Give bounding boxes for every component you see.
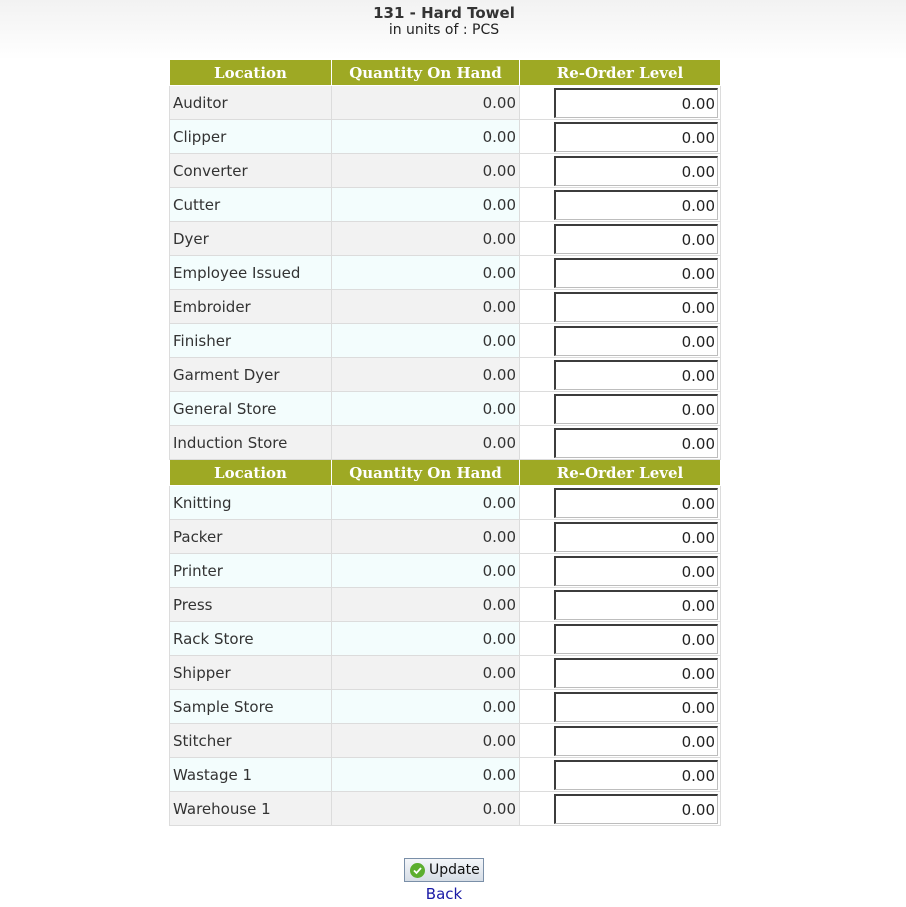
reorder-level-cell bbox=[520, 120, 721, 154]
reorder-level-input[interactable] bbox=[554, 224, 718, 254]
stock-table bbox=[169, 59, 721, 826]
quantity-on-hand-cell: 0.00 bbox=[332, 86, 520, 120]
quantity-on-hand-cell: 0.00 bbox=[332, 520, 520, 554]
reorder-level-input[interactable] bbox=[554, 190, 718, 220]
reorder-level-cell bbox=[520, 690, 721, 724]
reorder-level-cell bbox=[520, 792, 721, 826]
reorder-level-cell bbox=[520, 256, 721, 290]
reorder-level-cell bbox=[520, 154, 721, 188]
table-row bbox=[170, 358, 721, 392]
table-row bbox=[170, 724, 721, 758]
table-row bbox=[170, 588, 721, 622]
update-button-label: Update bbox=[429, 862, 480, 878]
table-row bbox=[170, 392, 721, 426]
reorder-level-cell bbox=[520, 554, 721, 588]
reorder-level-cell bbox=[520, 486, 721, 520]
quantity-on-hand-cell: 0.00 bbox=[332, 188, 520, 222]
reorder-level-input[interactable] bbox=[554, 122, 718, 152]
location-cell: Printer bbox=[170, 554, 332, 588]
update-button[interactable] bbox=[404, 858, 484, 882]
table-row bbox=[170, 656, 721, 690]
header-reorder-level: Re-Order Level bbox=[520, 460, 721, 486]
location-cell: Warehouse 1 bbox=[170, 792, 332, 826]
reorder-level-input[interactable] bbox=[554, 726, 718, 756]
table-row bbox=[170, 120, 721, 154]
header-quantity-on-hand: Quantity On Hand bbox=[332, 60, 520, 86]
reorder-level-input[interactable] bbox=[554, 658, 718, 688]
table-row bbox=[170, 792, 721, 826]
location-cell: Dyer bbox=[170, 222, 332, 256]
header-row bbox=[170, 60, 721, 86]
location-cell: Embroider bbox=[170, 290, 332, 324]
quantity-on-hand-cell: 0.00 bbox=[332, 256, 520, 290]
location-cell: Rack Store bbox=[170, 622, 332, 656]
location-cell: Wastage 1 bbox=[170, 758, 332, 792]
table-row bbox=[170, 256, 721, 290]
quantity-on-hand-cell: 0.00 bbox=[332, 392, 520, 426]
table-row bbox=[170, 154, 721, 188]
reorder-level-cell bbox=[520, 86, 721, 120]
reorder-level-cell bbox=[520, 656, 721, 690]
quantity-on-hand-cell: 0.00 bbox=[332, 426, 520, 460]
location-cell: Employee Issued bbox=[170, 256, 332, 290]
location-cell: Shipper bbox=[170, 656, 332, 690]
reorder-level-input[interactable] bbox=[554, 624, 718, 654]
location-cell: Converter bbox=[170, 154, 332, 188]
quantity-on-hand-cell: 0.00 bbox=[332, 724, 520, 758]
table-row bbox=[170, 86, 721, 120]
location-cell: Induction Store bbox=[170, 426, 332, 460]
header-reorder-level: Re-Order Level bbox=[520, 60, 721, 86]
reorder-level-cell bbox=[520, 758, 721, 792]
location-cell: Cutter bbox=[170, 188, 332, 222]
quantity-on-hand-cell: 0.00 bbox=[332, 656, 520, 690]
table-row bbox=[170, 426, 721, 460]
back-link[interactable]: Back bbox=[425, 885, 463, 903]
table-row bbox=[170, 290, 721, 324]
table-row bbox=[170, 622, 721, 656]
quantity-on-hand-cell: 0.00 bbox=[332, 486, 520, 520]
location-cell: Press bbox=[170, 588, 332, 622]
table-row bbox=[170, 758, 721, 792]
header-location: Location bbox=[170, 60, 332, 86]
reorder-level-input[interactable] bbox=[554, 522, 718, 552]
reorder-level-cell bbox=[520, 358, 721, 392]
location-cell: Auditor bbox=[170, 86, 332, 120]
quantity-on-hand-cell: 0.00 bbox=[332, 622, 520, 656]
reorder-level-cell bbox=[520, 520, 721, 554]
quantity-on-hand-cell: 0.00 bbox=[332, 120, 520, 154]
location-cell: Finisher bbox=[170, 324, 332, 358]
header-location: Location bbox=[170, 460, 332, 486]
quantity-on-hand-cell: 0.00 bbox=[332, 222, 520, 256]
quantity-on-hand-cell: 0.00 bbox=[332, 154, 520, 188]
reorder-level-input[interactable] bbox=[554, 360, 718, 390]
page-title: 131 - Hard Towel bbox=[373, 4, 515, 22]
reorder-level-input[interactable] bbox=[554, 590, 718, 620]
quantity-on-hand-cell: 0.00 bbox=[332, 758, 520, 792]
location-cell: Clipper bbox=[170, 120, 332, 154]
table-row bbox=[170, 520, 721, 554]
header-row bbox=[170, 460, 721, 486]
reorder-level-input[interactable] bbox=[554, 394, 718, 424]
reorder-level-input[interactable] bbox=[554, 88, 718, 118]
quantity-on-hand-cell: 0.00 bbox=[332, 588, 520, 622]
reorder-level-cell bbox=[520, 324, 721, 358]
reorder-level-input[interactable] bbox=[554, 556, 718, 586]
header-quantity-on-hand: Quantity On Hand bbox=[332, 460, 520, 486]
table-row bbox=[170, 486, 721, 520]
quantity-on-hand-cell: 0.00 bbox=[332, 324, 520, 358]
reorder-level-cell bbox=[520, 392, 721, 426]
check-circle-icon bbox=[410, 863, 425, 878]
reorder-level-input[interactable] bbox=[554, 692, 718, 722]
reorder-level-input[interactable] bbox=[554, 428, 718, 458]
quantity-on-hand-cell: 0.00 bbox=[332, 792, 520, 826]
location-cell: General Store bbox=[170, 392, 332, 426]
table-row bbox=[170, 690, 721, 724]
reorder-level-cell bbox=[520, 622, 721, 656]
reorder-level-cell bbox=[520, 290, 721, 324]
reorder-level-cell bbox=[520, 426, 721, 460]
reorder-level-input[interactable] bbox=[554, 794, 718, 824]
reorder-level-input[interactable] bbox=[554, 760, 718, 790]
reorder-level-cell bbox=[520, 724, 721, 758]
quantity-on-hand-cell: 0.00 bbox=[332, 554, 520, 588]
reorder-level-input[interactable] bbox=[554, 488, 718, 518]
reorder-level-input[interactable] bbox=[554, 156, 718, 186]
location-cell: Knitting bbox=[170, 486, 332, 520]
table-row bbox=[170, 324, 721, 358]
quantity-on-hand-cell: 0.00 bbox=[332, 690, 520, 724]
location-cell: Stitcher bbox=[170, 724, 332, 758]
quantity-on-hand-cell: 0.00 bbox=[332, 290, 520, 324]
stock-table-body bbox=[170, 60, 721, 826]
quantity-on-hand-cell: 0.00 bbox=[332, 358, 520, 392]
reorder-level-input[interactable] bbox=[554, 258, 718, 288]
reorder-level-input[interactable] bbox=[554, 292, 718, 322]
reorder-level-cell bbox=[520, 588, 721, 622]
page-subtitle: in units of : PCS bbox=[388, 22, 500, 38]
location-cell: Packer bbox=[170, 520, 332, 554]
location-cell: Garment Dyer bbox=[170, 358, 332, 392]
table-row bbox=[170, 222, 721, 256]
reorder-level-input[interactable] bbox=[554, 326, 718, 356]
table-row bbox=[170, 554, 721, 588]
reorder-level-cell bbox=[520, 222, 721, 256]
table-row bbox=[170, 188, 721, 222]
location-cell: Sample Store bbox=[170, 690, 332, 724]
reorder-level-cell bbox=[520, 188, 721, 222]
